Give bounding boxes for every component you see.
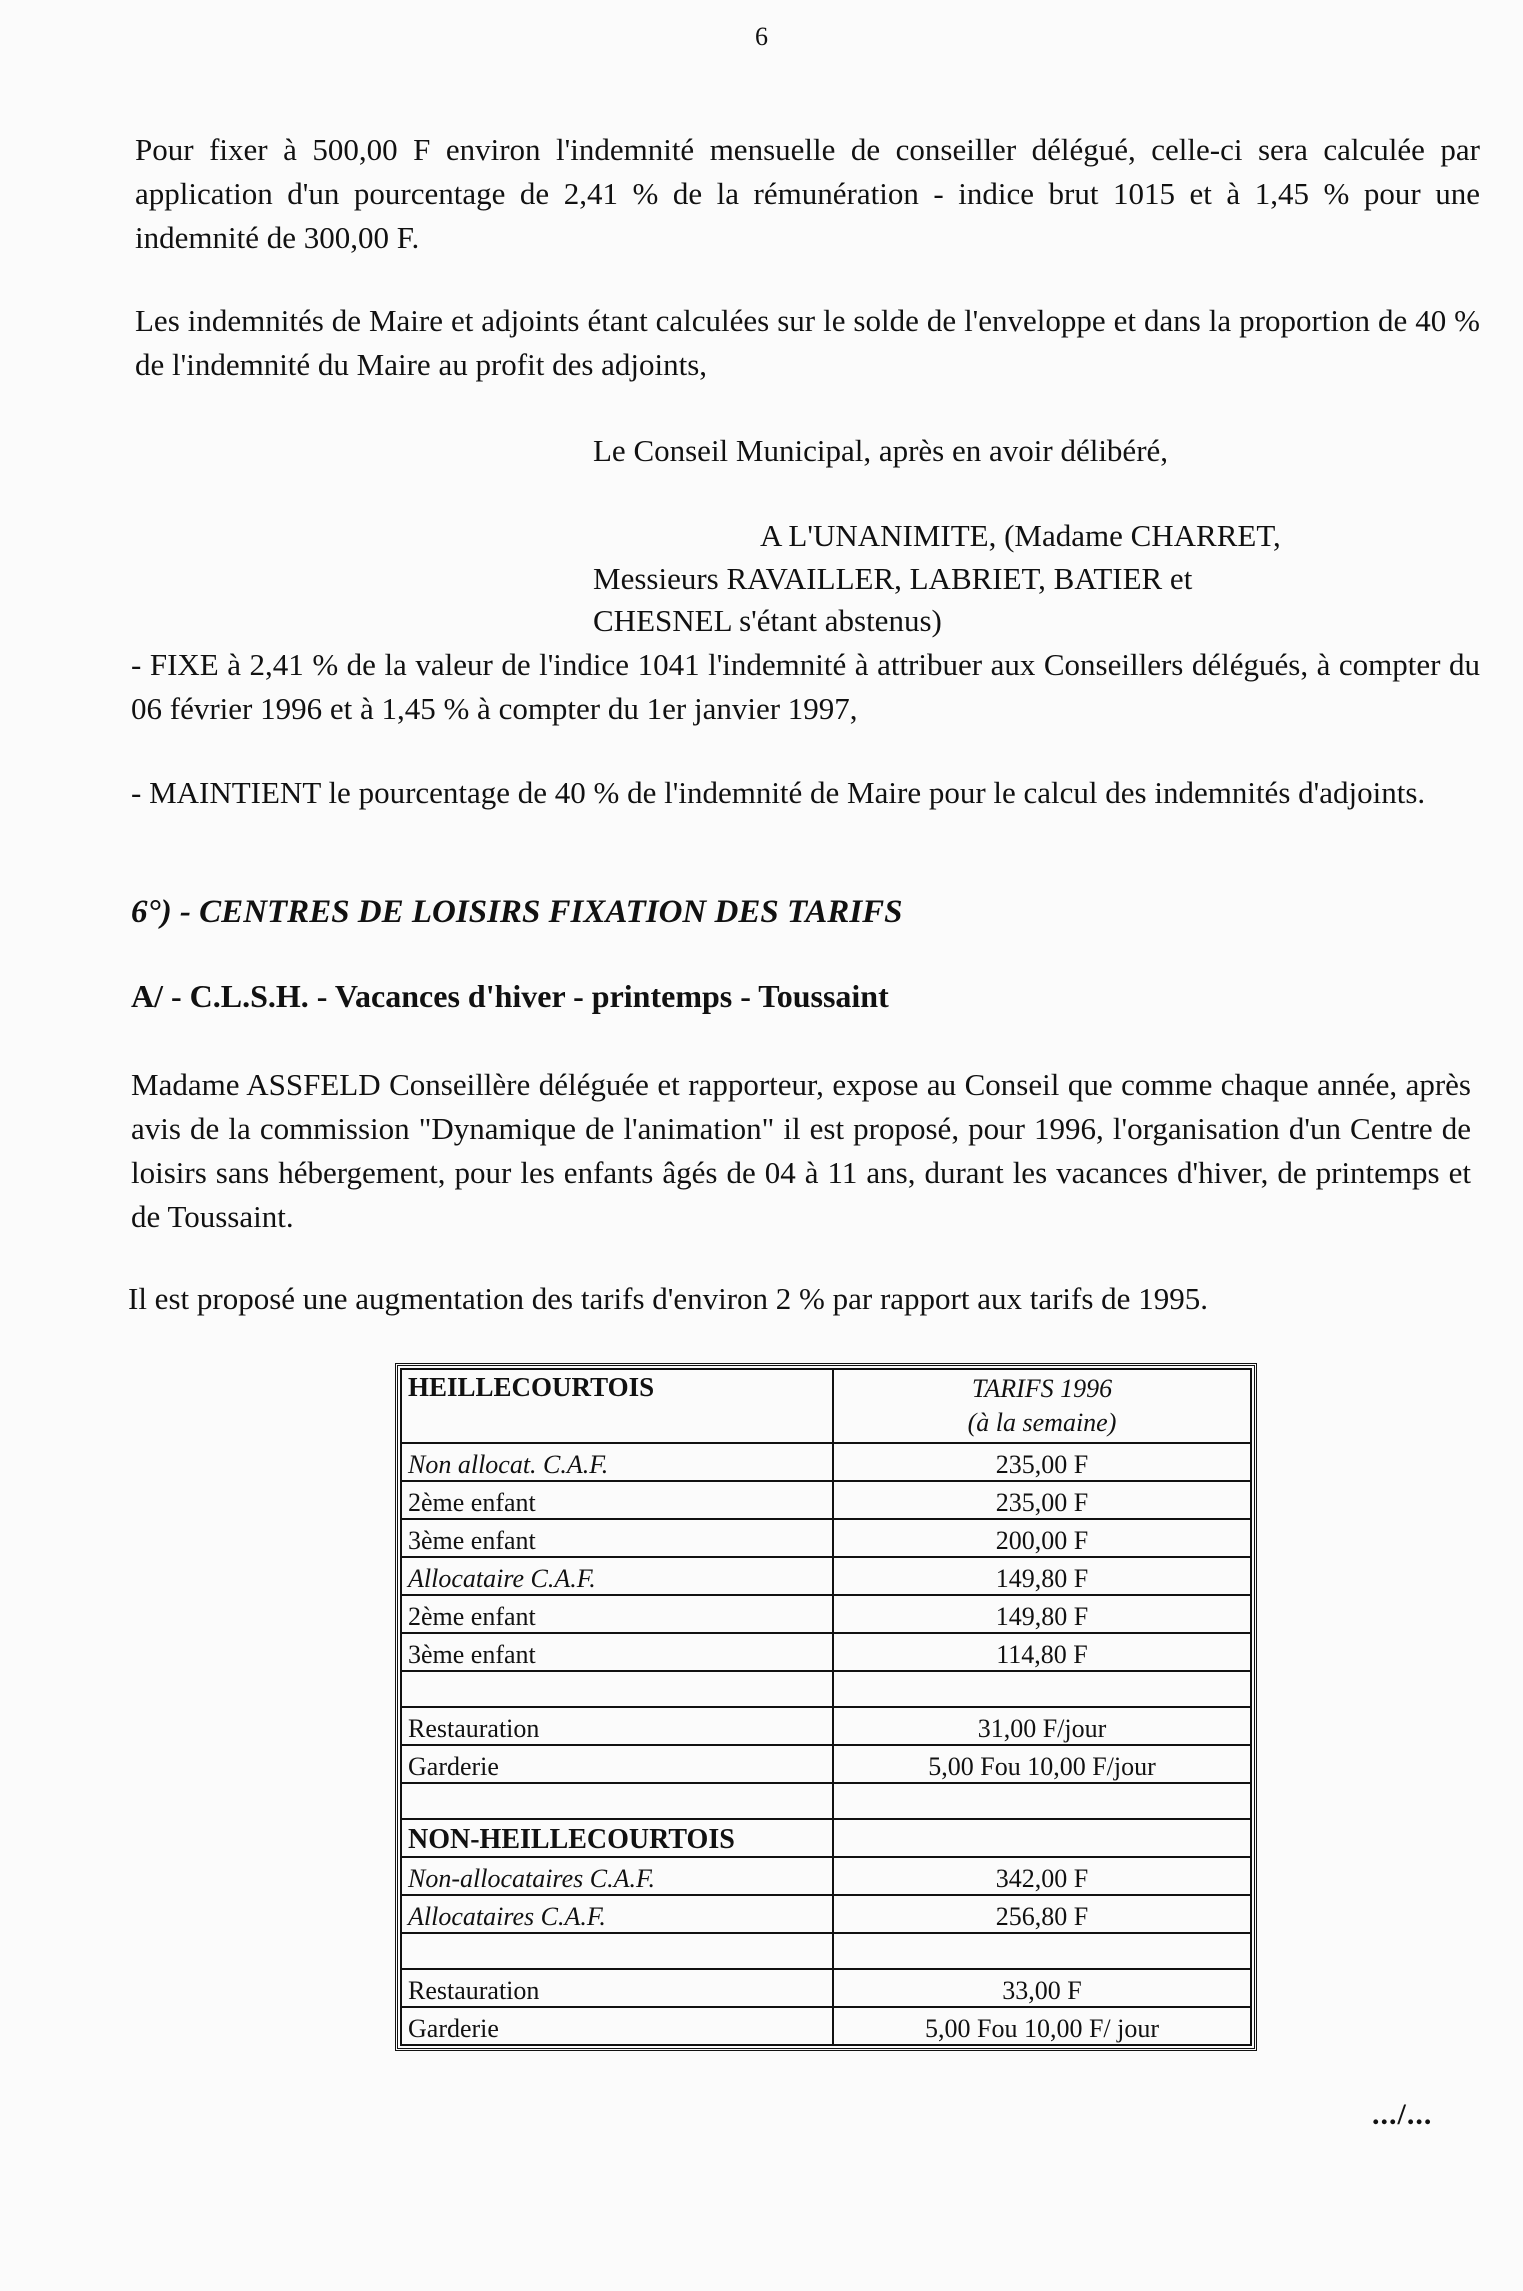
row-value: 256,80 F bbox=[833, 1895, 1251, 1933]
paragraph-maintient: - MAINTIENT le pourcentage de 40 % de l'indemnité de Maire pour le calcul des indemnités d'adjoints. bbox=[131, 775, 1426, 810]
row-label bbox=[401, 1671, 833, 1707]
table-row bbox=[401, 1857, 1251, 1895]
table-spacer-row bbox=[401, 1783, 1251, 1819]
row-value bbox=[833, 1783, 1251, 1819]
row-label: Restauration bbox=[401, 1707, 833, 1745]
row-label: Non-allocataires C.A.F. bbox=[401, 1857, 833, 1895]
continuation-mark: .../... bbox=[1372, 2098, 1433, 2131]
row-label bbox=[401, 1933, 833, 1969]
header-tarifs-subtitle: (à la semaine) bbox=[967, 1408, 1117, 1437]
row-label: 3ème enfant bbox=[401, 1519, 833, 1557]
row-label: Garderie bbox=[401, 1745, 833, 1783]
row-label: Non allocat. C.A.F. bbox=[401, 1443, 833, 1481]
paragraph-indemnite-conseiller: Pour fixer à 500,00 F environ l'indemnité mensuelle de conseiller délégué, celle-ci sera calculée par application d'un pourcentage de 2,41 % de la rémunération - indice brut 1015 et à 1,45 % pour une indemnité de 300,00 F. bbox=[135, 132, 1480, 255]
subsection-heading: A/ - C.L.S.H. - Vacances d'hiver - printemps - Toussaint bbox=[131, 978, 889, 1014]
row-value: 149,80 F bbox=[833, 1595, 1251, 1633]
paragraph-augmentation: Il est proposé une augmentation des tarifs d'environ 2 % par rapport aux tarifs de 1995. bbox=[128, 1281, 1208, 1316]
row-value: 149,80 F bbox=[833, 1557, 1251, 1595]
paragraph-indemnites-maire-adjoints: Les indemnités de Maire et adjoints étant calculées sur le solde de l'enveloppe et dans la proportion de 40 % de l'indemnité du Maire au profit des adjoints, bbox=[135, 303, 1480, 382]
table-row bbox=[401, 2007, 1251, 2045]
row-value: 31,00 F/jour bbox=[833, 1707, 1251, 1745]
table-row bbox=[401, 1707, 1251, 1745]
tarifs-table bbox=[395, 1363, 1257, 2051]
paragraph-fixe: - FIXE à 2,41 % de la valeur de l'indice 1041 l'indemnité à attribuer aux Conseillers délégués, à compter du 06 février 1996 et à 1,45 % à compter du 1er janvier 1997, bbox=[131, 647, 1480, 726]
paragraph-assfeld: Madame ASSFELD Conseillère déléguée et rapporteur, expose au Conseil que comme chaque année, après avis de la commission "Dynamique de l'animation" il est proposé, pour 1996, l'organisation d'un Centre de loisirs sans hébergement, pour les enfants âgés de 04 à 11 ans, durant les vacances d'hiver, de printemps et de Toussaint. bbox=[131, 1067, 1471, 1234]
row-label: 3ème enfant bbox=[401, 1633, 833, 1671]
table-row bbox=[401, 1969, 1251, 2007]
table-spacer-row bbox=[401, 1671, 1251, 1707]
row-label: 2ème enfant bbox=[401, 1595, 833, 1633]
row-label: Allocataires C.A.F. bbox=[401, 1895, 833, 1933]
table-row bbox=[401, 1895, 1251, 1933]
table-row bbox=[401, 1519, 1251, 1557]
table-row bbox=[401, 1443, 1251, 1481]
vote-line-3: CHESNEL s'étant abstenus) bbox=[593, 603, 942, 638]
row-value bbox=[833, 1671, 1251, 1707]
table-row bbox=[401, 1557, 1251, 1595]
section-heading: 6°) - CENTRES DE LOISIRS FIXATION DES TARIFS bbox=[131, 894, 903, 930]
row-value: 114,80 F bbox=[833, 1633, 1251, 1671]
row-label: 2ème enfant bbox=[401, 1481, 833, 1519]
row-label: Garderie bbox=[401, 2007, 833, 2045]
row-value: 235,00 F bbox=[833, 1481, 1251, 1519]
row-value: 342,00 F bbox=[833, 1857, 1251, 1895]
row-value bbox=[833, 1819, 1251, 1857]
table-row bbox=[401, 1595, 1251, 1633]
row-label: Restauration bbox=[401, 1969, 833, 2007]
table-row bbox=[401, 1745, 1251, 1783]
row-value: 235,00 F bbox=[833, 1443, 1251, 1481]
table-spacer-row bbox=[401, 1933, 1251, 1969]
row-value bbox=[833, 1933, 1251, 1969]
row-label: Allocataire C.A.F. bbox=[401, 1557, 833, 1595]
vote-line-1: A L'UNANIMITE, (Madame CHARRET, bbox=[760, 518, 1281, 553]
row-value: 5,00 Fou 10,00 F/ jour bbox=[833, 2007, 1251, 2045]
row-value: 33,00 F bbox=[833, 1969, 1251, 2007]
page-number: 6 bbox=[755, 22, 768, 51]
table-header-row bbox=[401, 1369, 1251, 1443]
header-heillecourtois: HEILLECOURTOIS bbox=[401, 1369, 833, 1443]
deliberation-line: Le Conseil Municipal, après en avoir délibéré, bbox=[593, 433, 1169, 468]
row-value: 200,00 F bbox=[833, 1519, 1251, 1557]
row-value: 5,00 Fou 10,00 F/jour bbox=[833, 1745, 1251, 1783]
header-tarifs bbox=[833, 1369, 1251, 1443]
row-label bbox=[401, 1783, 833, 1819]
header-tarifs-title: TARIFS 1996 bbox=[971, 1374, 1113, 1403]
table-row bbox=[401, 1819, 1251, 1857]
table-row bbox=[401, 1633, 1251, 1671]
row-label: NON-HEILLECOURTOIS bbox=[401, 1819, 833, 1857]
table-row bbox=[401, 1481, 1251, 1519]
vote-line-2: Messieurs RAVAILLER, LABRIET, BATIER et bbox=[593, 561, 1193, 596]
